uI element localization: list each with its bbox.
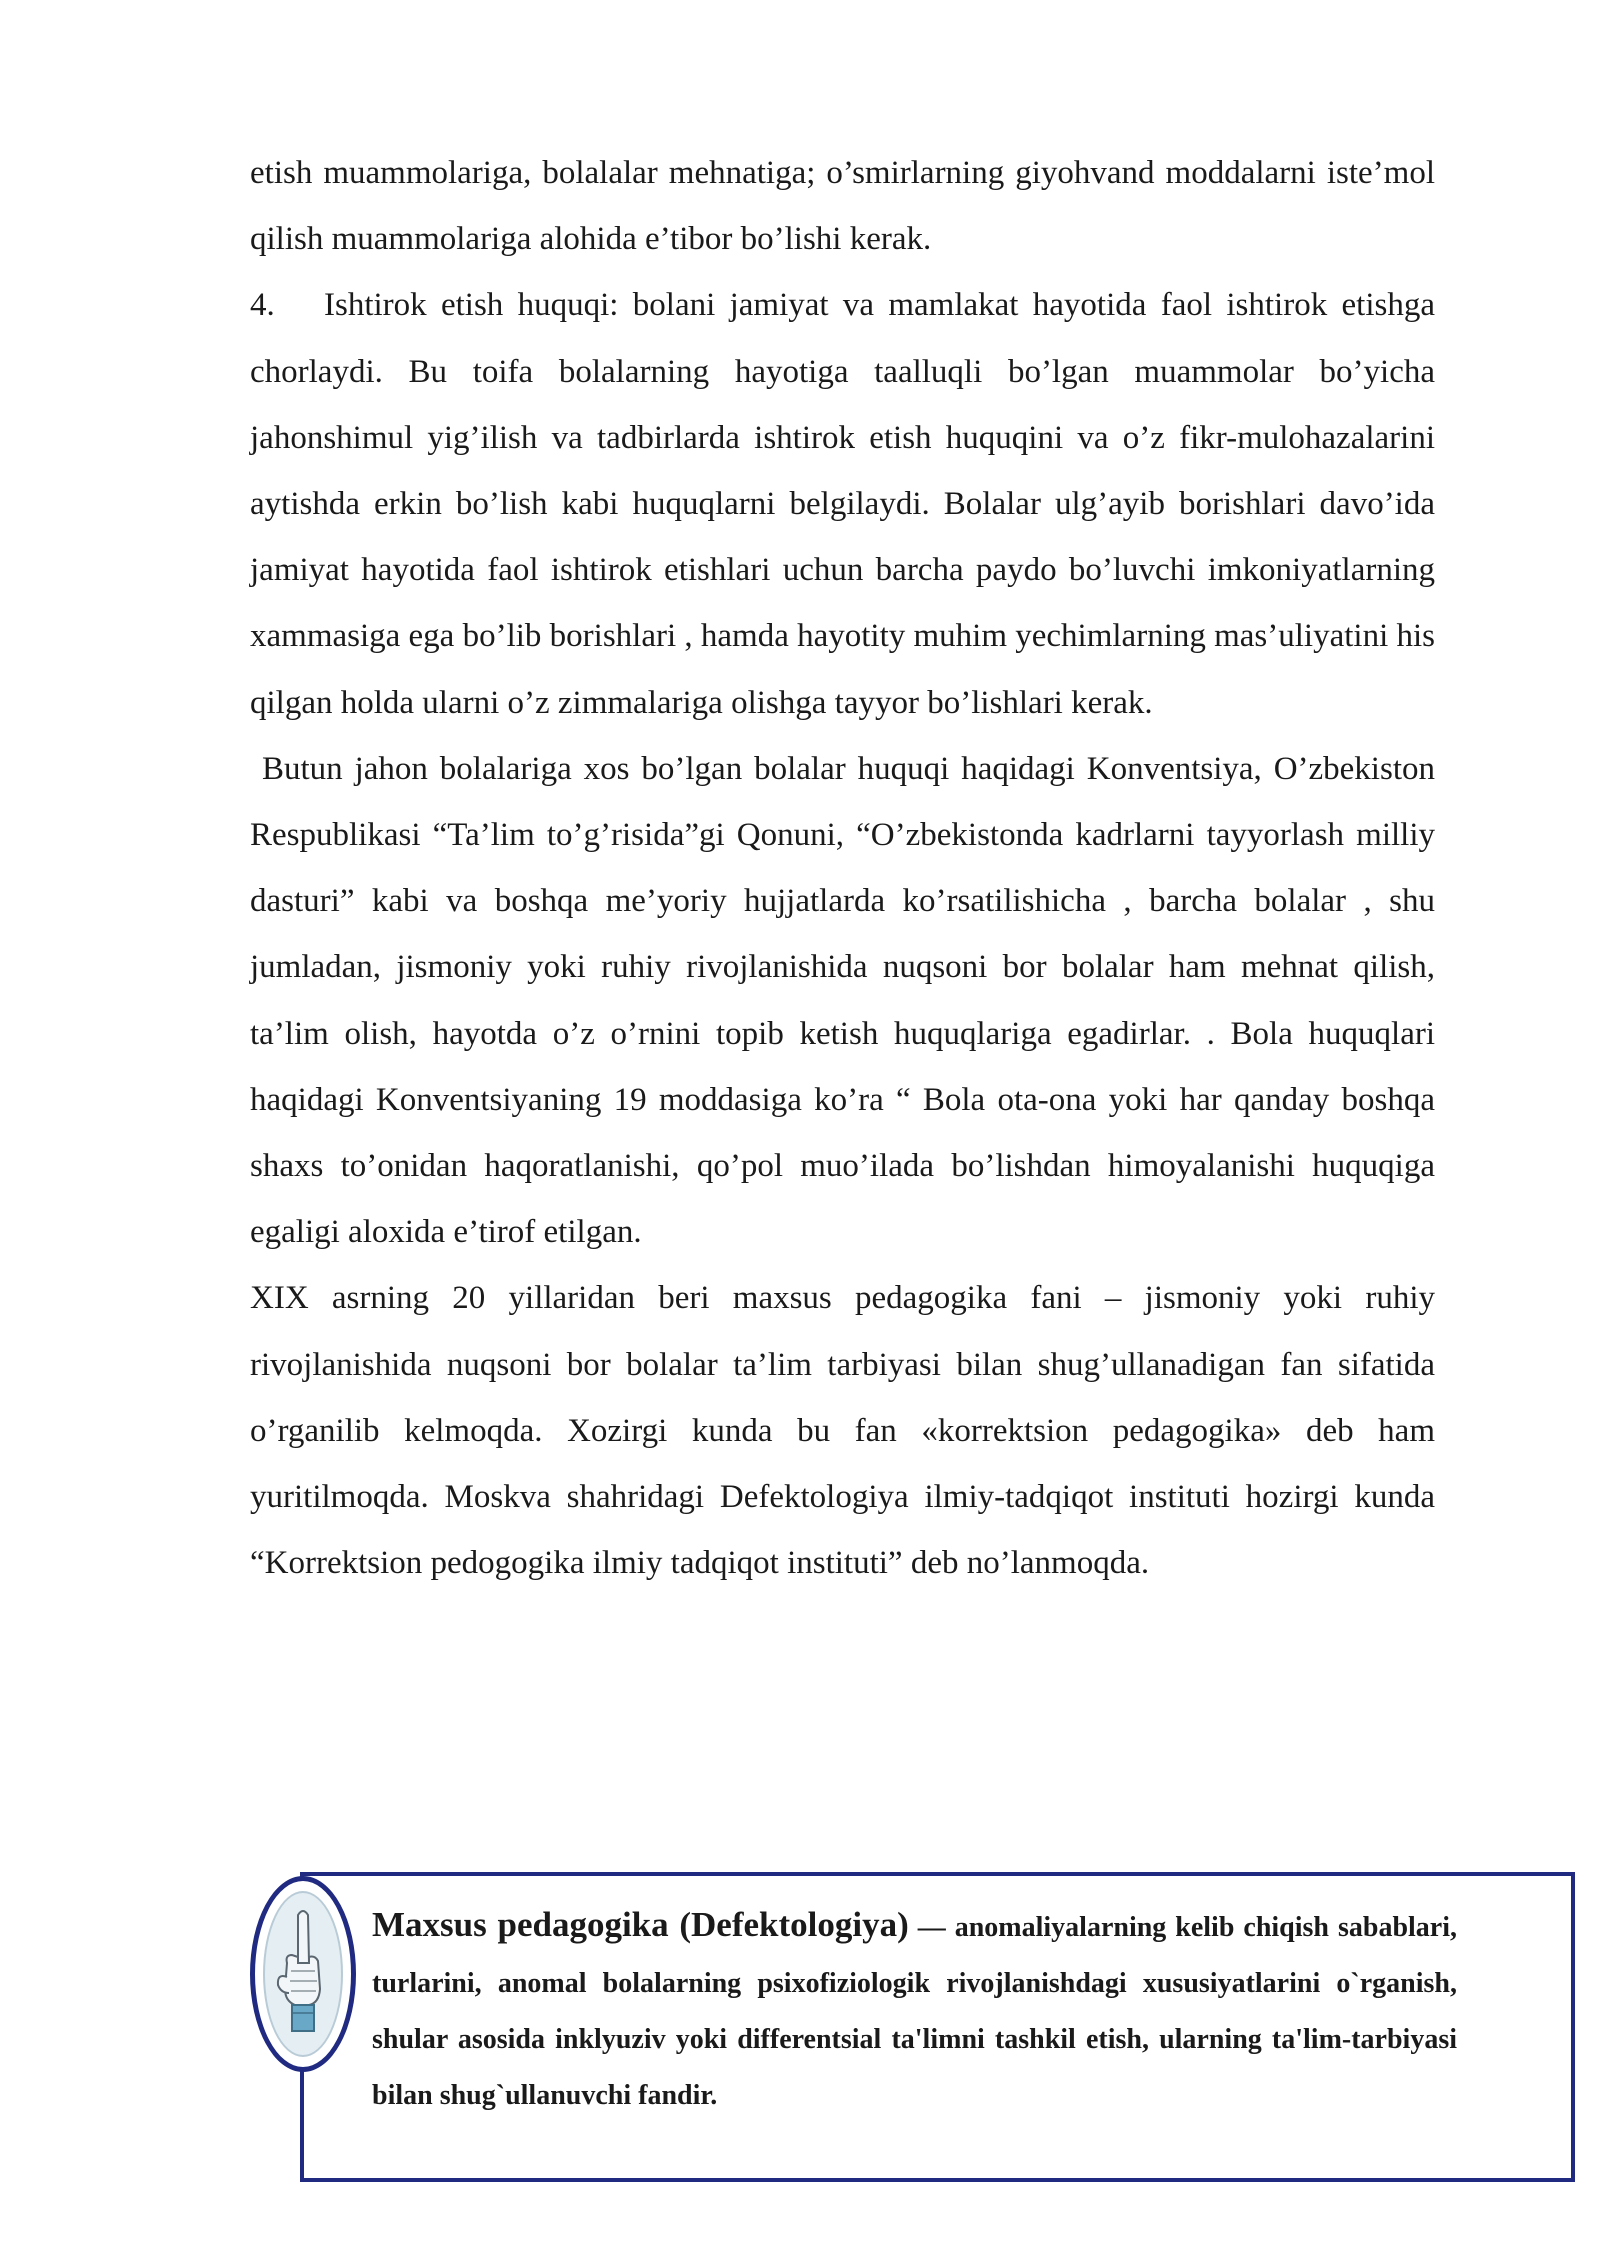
paragraph-convention: Butun jahon bolalariga xos bo’lgan bolalar huquqi haqidagi Konventsiya, O’zbekiston Respublikasi “Ta’lim to’g’risida”gi Qonuni, “O’zbekistonda kadrlarni tayyorlash milliy dasturi” kabi va boshqa me’yoriy hujjatlarda ko’rsatilishicha , barcha bolalar , shu jumladan, jismoniy yoki ruhiy rivojlanishida nuqsoni bor bolalar ham mehnat qilish, ta’lim olish, hayotda o’z o’rnini topib ketish huquqlariga egadirlar. . Bola huquqlari haqidagi Konventsiyaning 19 moddasiga ko’ra “ Bola ota-ona yoki har qanday boshqa shaxs to’onidan haqoratlanishi, qo’pol muo’ilada bo’lishdan himoyalanishi huquqiga egaligi aloxida e’tirof etilgan. — [250, 750, 1435, 1251]
paragraph-continuation: etish muammolariga, bolalalar mehnatiga; o’smirlarning giyohvand moddalarni iste’mol qilish muammolariga alohida e’tibor bo’lishi kerak. — [250, 155, 1435, 258]
body-text — [250, 140, 1435, 1596]
pointing-hand-icon — [263, 1891, 343, 2057]
paragraph-participation-right — [250, 272, 1435, 735]
callout-badge — [250, 1876, 356, 2072]
definition-term: Maxsus pedagogika (Defektologiya) — [372, 1905, 909, 1944]
list-number: 4. — [250, 287, 275, 324]
paragraph-text: Ishtirok etish huquqi: bolani jamiyat va mamlakat hayotida faol ishtirok etishga chorlaydi. Bu toifa bolalarning hayotiga taalluqli bo’lgan muammolar bo’yicha jahonshimul yig’ilish va tadbirlarda ishtirok etish huquqini va o’z fikr-mulohazalarini aytishda erkin bo’lish kabi huquqlarni belgilaydi. Bolalar ulg’ayib borishlari davo’ida jamiyat hayotida faol ishtirok etishlari uchun barcha paydo bo’luvchi imkoniyatlarning xammasiga ega bo’lib borishlari , hamda hayotity muhim yechimlarning mas’uliyatini his qilgan holda ularni o’z zimmalariga olishga tayyor bo’lishlari kerak. — [250, 287, 1436, 721]
definition-body: — anomaliyalarning kelib chiqish sabablari, turlarini, anomal bolalarning psixofiziologik rivojlanishdagi xususiyatlarini o`rganish, shular asosida inklyuziv yoki differentsial ta'limni tashkil etish, ularning ta'lim-tarbiyasi bilan shug`ullanuvchi fandir. — [372, 1912, 1458, 2111]
definition-text — [372, 1897, 1457, 2124]
paragraph-history: XIX asrning 20 yillaridan beri maxsus pedagogika fani – jismoniy yoki ruhiy rivojlanishida nuqsoni bor bolalar ta’lim tarbiyasi bilan shug’ullanadigan fan sifatida o’rganilib kelmoqda. Xozirgi kunda bu fan «korrektsion pedagogika» deb ham yuritilmoqda. Moskva shahridagi Defektologiya ilmiy-tadqiqot instituti hozirgi kunda “Korrektsion pedogogika ilmiy tadqiqot instituti” deb no’lanmoqda. — [250, 1280, 1435, 1582]
